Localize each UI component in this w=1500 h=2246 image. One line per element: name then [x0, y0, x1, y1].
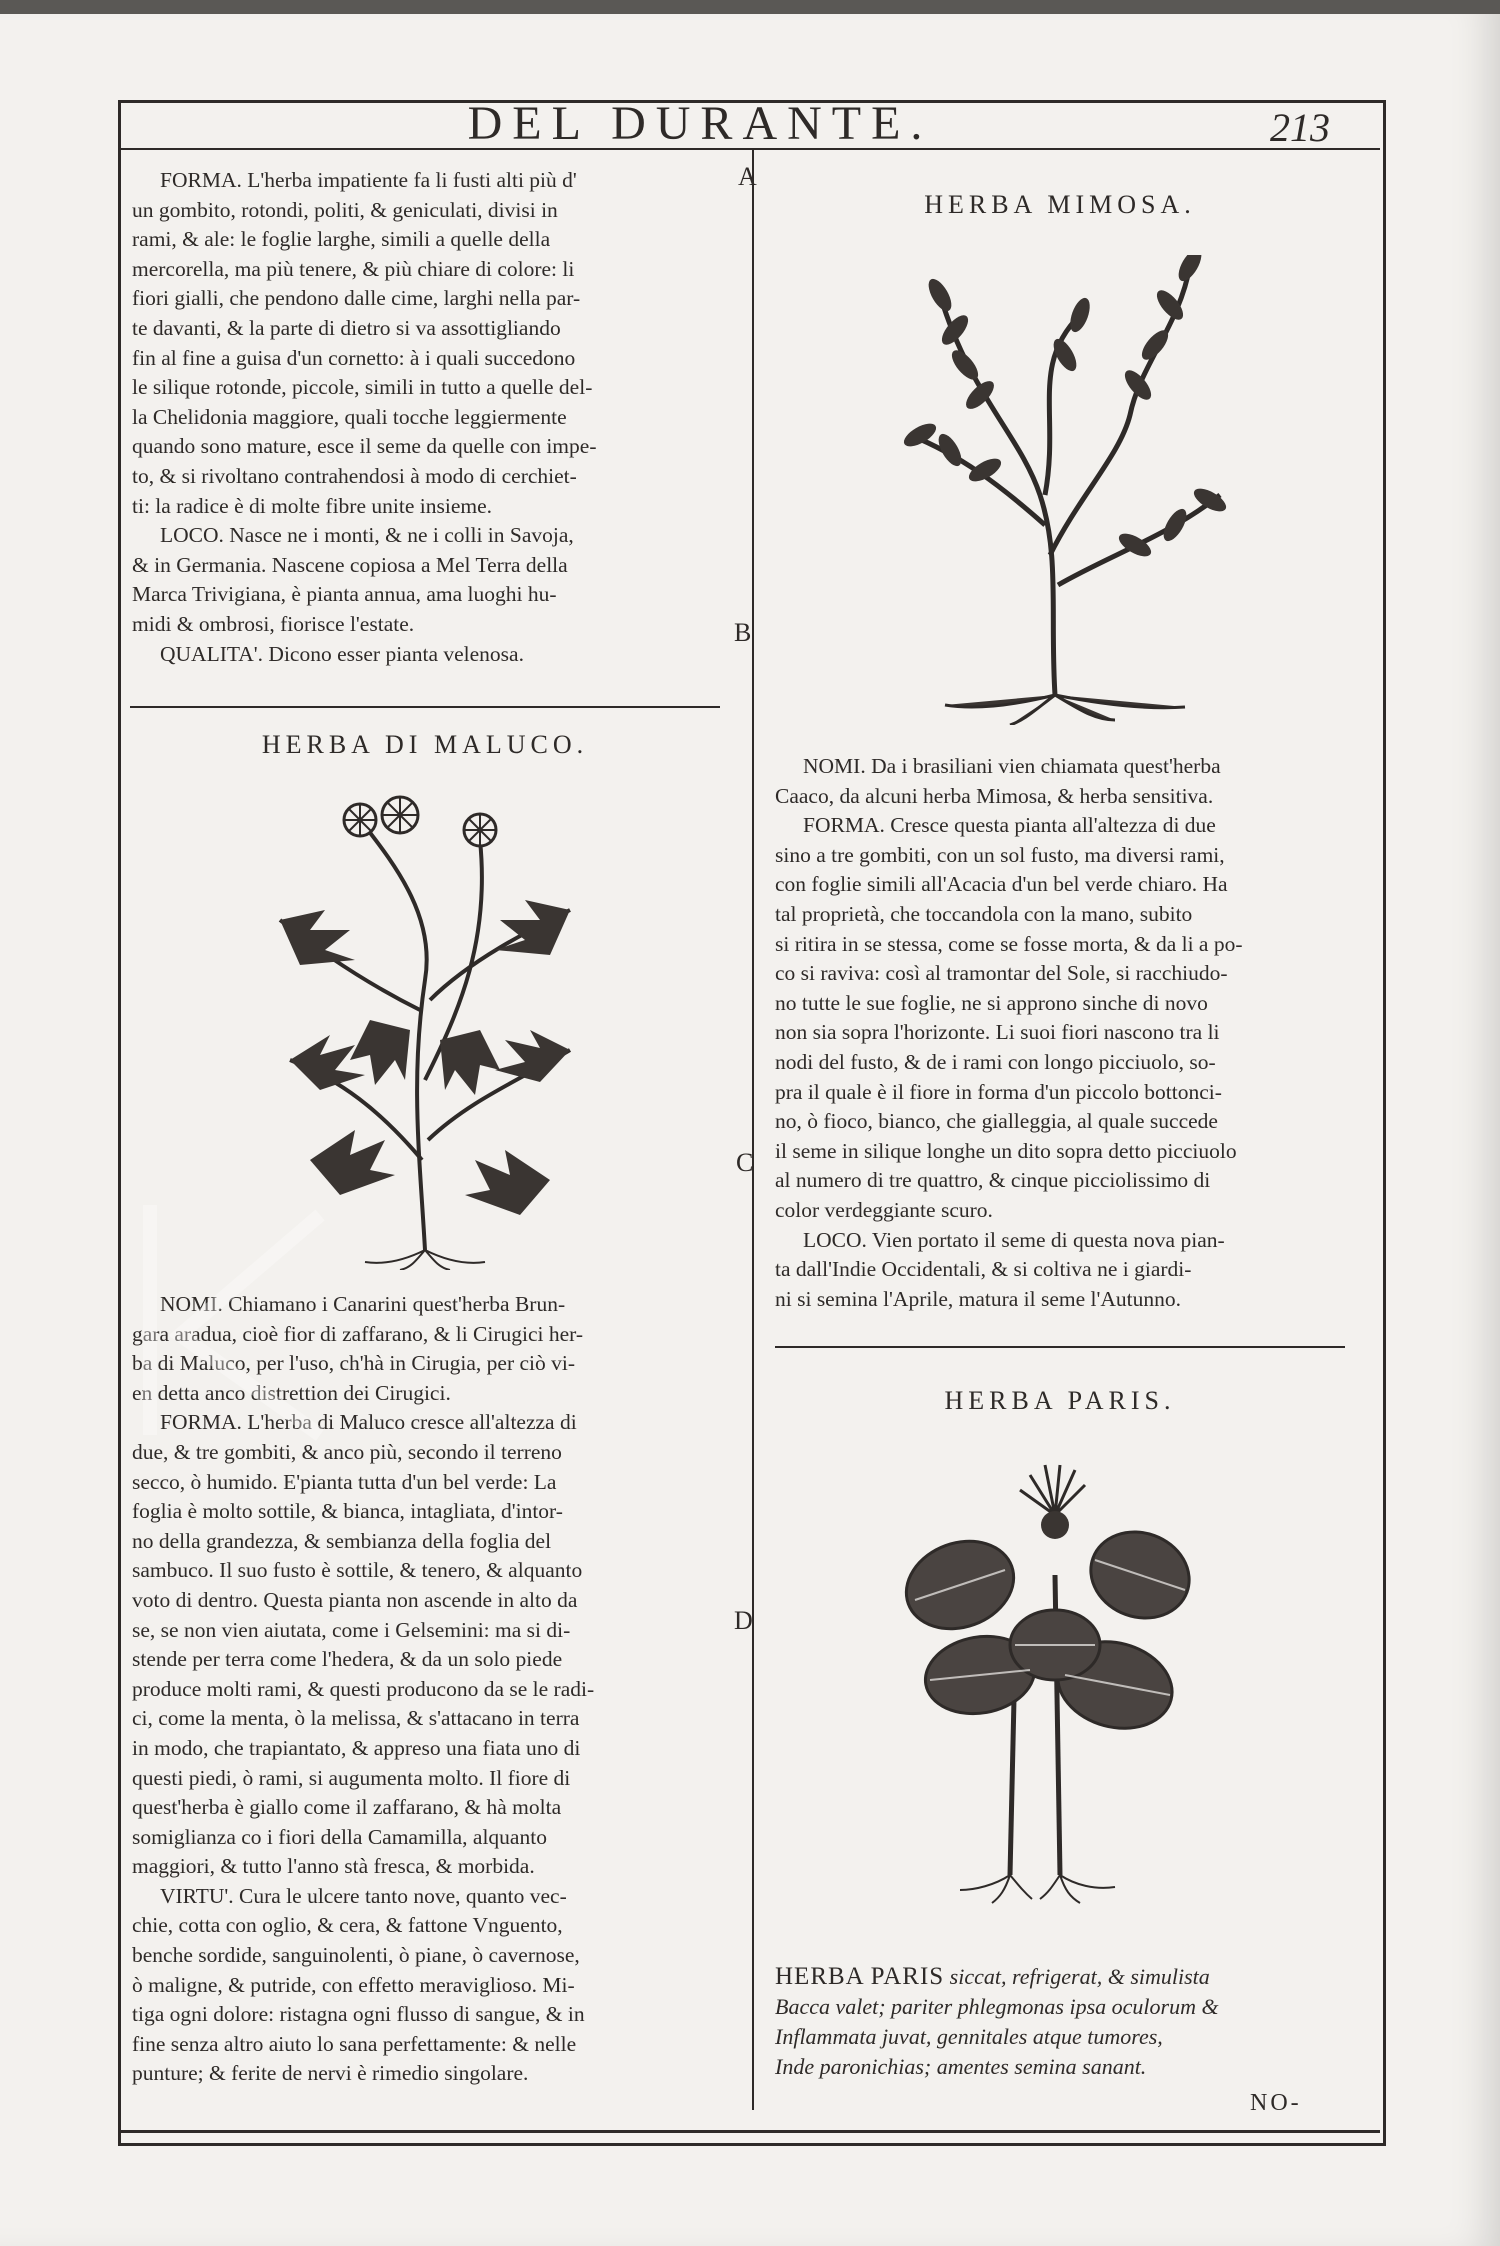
- running-head: DEL DURANTE.: [467, 97, 933, 150]
- margin-letter-a: A: [738, 162, 757, 191]
- text-line: due, & tre gombiti, & anco più, secondo il terreno: [132, 1439, 562, 1464]
- text-line: FORMA. L'herba di Maluco cresce all'altezza di: [160, 1410, 577, 1435]
- text-line: secco, ò humido. E'pianta tutta d'un bel verde: La: [132, 1469, 557, 1494]
- text-line: NOMI. Chiamano i Canarini quest'herba Brun-: [160, 1292, 566, 1316]
- text-line: no della grandezza, & sembianza della foglia del: [132, 1528, 552, 1553]
- text-line: mercorella, ma più tenere, & più chiare di colore: li: [132, 256, 575, 281]
- paris-title: HERBA PARIS.: [944, 1386, 1176, 1415]
- text-line: ti: la radice è di molte fibre unite insieme.: [132, 493, 492, 518]
- verse-line: Inflammata juvat, gennitales atque tumores,: [775, 2024, 1163, 2049]
- text-line: ò maligne, & putride, con effetto meraviglioso. Mi-: [132, 1972, 575, 1997]
- text-line: to, & si rivoltano contrahendosi à modo di cerchiet-: [132, 463, 577, 488]
- text-line: foglia è molto sottile, & bianca, intagliata, d'intor-: [132, 1499, 563, 1524]
- text-line: la Chelidonia maggiore, quali tocche leggiermente: [132, 404, 567, 429]
- mimosa-title: HERBA MIMOSA.: [924, 190, 1196, 219]
- text-line: fin al fine a guisa d'un cornetto: à i quali succedono: [132, 345, 576, 370]
- paris-plant-woodcut: [890, 1455, 1210, 1915]
- text-line: maggiori, & tutto l'anno stà fresca, & morbida.: [132, 1854, 535, 1879]
- text-line: no, ò fioco, bianco, che gialleggia, al quale succede: [775, 1109, 1218, 1134]
- text-line: stende per terra come l'hedera, & da un solo piede: [132, 1647, 563, 1672]
- text-line: & in Germania. Nascene copiosa a Mel Terra della: [132, 552, 568, 577]
- text-line: rami, & ale: le foglie larghe, simili a quelle della: [132, 227, 551, 252]
- text-line: FORMA. L'herba impatiente fa li fusti alti più d': [160, 168, 577, 192]
- watermark-logo: [120, 1195, 350, 1445]
- top-edge: [0, 0, 1500, 14]
- text-line: fine senza altro aiuto lo sana perfettamente: & nelle: [132, 2031, 577, 2056]
- text-line: si ritira in se stessa, come se fosse morta, & da li a po-: [775, 931, 1243, 956]
- text-line: con foglie simili all'Acacia d'un bel verde chiaro. Ha: [775, 872, 1228, 897]
- text-line: VIRTU'. Cura le ulcere tanto nove, quanto vec-: [160, 1883, 567, 1908]
- text-line: un gombito, rotondi, politi, & geniculati, divisi in: [132, 197, 558, 222]
- text-line: ci, come la menta, ò la melissa, & s'attacano in terra: [132, 1706, 580, 1731]
- text-line: se, se non vien aiutata, come i Gelsemini: ma si di-: [132, 1617, 571, 1642]
- margin-letter-c: C: [736, 1148, 754, 1177]
- impatiente-text: [132, 166, 722, 669]
- text-line: il seme in silique longhe un dito sopra detto picciuolo: [775, 1138, 1237, 1163]
- text-line: benche sordide, sanguinolenti, ò piane, ò cavernose,: [132, 1943, 580, 1968]
- text-line: al numero di tre quattro, & cinque picciolissimo di: [775, 1168, 1211, 1193]
- paris-verse: [775, 1962, 1355, 2082]
- text-line: non sia sopra l'horizonte. Li suoi fiori nascono tra li: [775, 1020, 1220, 1045]
- text-line: sambuco. Il suo fusto è sottile, & tenero, & alquanto: [132, 1558, 583, 1583]
- text-line: produce molti rami, & questi producono da se le radi-: [132, 1676, 595, 1701]
- mimosa-plant-woodcut: [880, 255, 1250, 725]
- text-line: pra il quale è il fiore in forma d'un piccolo bottonci-: [775, 1079, 1222, 1104]
- text-line: questi piedi, ò rami, si augumenta molto. Il fiore di: [132, 1765, 571, 1790]
- text-line: quest'herba è giallo come il zaffarano, & hà molta: [132, 1795, 562, 1820]
- margin-letter-b: B: [734, 618, 752, 647]
- text-line: punture; & ferite de nervi è rimedio singolare.: [132, 2061, 529, 2086]
- text-line: sino a tre gombiti, con un sol fusto, ma diversi rami,: [775, 842, 1225, 867]
- mimosa-text: [775, 752, 1345, 1314]
- text-line: nodi del fusto, & de i rami con longo picciuolo, so-: [775, 1049, 1216, 1074]
- maluco-title: HERBA DI MALUCO.: [261, 730, 589, 759]
- catchword: NO-: [1250, 2090, 1302, 2116]
- bottom-rule: [118, 2130, 1380, 2133]
- verse-text: siccat, refrigerat, & simulista: [944, 1964, 1210, 1989]
- page-number: 213: [1270, 105, 1330, 150]
- verse-line: Bacca valet; pariter phlegmonas ipsa oculorum &: [775, 1994, 1219, 2019]
- text-line: LOCO. Nasce ne i monti, & ne i colli in Savoja,: [160, 523, 574, 548]
- text-line: NOMI. Da i brasiliani vien chiamata quest'herba: [803, 754, 1221, 778]
- text-line: fiori gialli, che pendono dalle cime, larghi nella par-: [132, 286, 581, 311]
- text-line: somiglianza co i fiori della Camamilla, alquanto: [132, 1824, 547, 1849]
- text-line: ba di Maluco, per l'uso, ch'hà in Cirugia, per ciò vi-: [132, 1351, 576, 1376]
- verse-line: Inde paronichias; amentes semina sanant.: [775, 2054, 1147, 2079]
- text-line: QUALITA'. Dicono esser pianta velenosa.: [160, 641, 524, 666]
- verse-lead: HERBA PARIS: [775, 1963, 945, 1990]
- text-line: midi & ombrosi, fiorisce l'estate.: [132, 611, 415, 636]
- section-rule-right: [775, 1346, 1345, 1348]
- text-line: in modo, che trapiantato, & appreso una fiata uno di: [132, 1735, 581, 1760]
- text-line: le silique rotonde, piccole, simili in tutto a quelle del-: [132, 375, 593, 400]
- text-line: en detta anco distrettion dei Cirugici.: [132, 1380, 451, 1405]
- text-line: tal proprietà, che toccandola con la mano, subito: [775, 901, 1193, 926]
- text-line: color verdeggiante scuro.: [775, 1197, 993, 1222]
- margin-letter-d: D: [734, 1606, 753, 1635]
- text-line: no tutte le sue foglie, ne si approno sinche di novo: [775, 990, 1208, 1015]
- text-line: chie, cotta con oglio, & cera, & fattone Vnguento,: [132, 1913, 563, 1938]
- text-line: FORMA. Cresce questa pianta all'altezza di due: [803, 813, 1216, 838]
- text-line: tiga ogni dolore: ristagna ogni flusso di sangue, & in: [132, 2002, 585, 2027]
- column-divider: [752, 150, 754, 2110]
- text-line: gara aradua, cioè fior di zaffarano, & li Cirugici her-: [132, 1321, 584, 1346]
- section-rule-left: [130, 706, 720, 708]
- text-line: ni si semina l'Aprile, matura il seme l'Autunno.: [775, 1286, 1182, 1311]
- text-line: co si raviva: così al tramontar del Sole, si racchiudo-: [775, 961, 1228, 986]
- text-line: te davanti, & la parte di dietro si va assottigliando: [132, 315, 561, 340]
- text-line: LOCO. Vien portato il seme di questa nova pian-: [803, 1227, 1225, 1252]
- text-line: Marca Trivigiana, è pianta annua, ama luoghi hu-: [132, 582, 557, 607]
- text-line: Caaco, da alcuni herba Mimosa, & herba sensitiva.: [775, 783, 1214, 808]
- text-line: quando sono mature, esce il seme da quelle con impe-: [132, 434, 597, 459]
- text-line: voto di dentro. Questa pianta non ascende in alto da: [132, 1587, 578, 1612]
- verse-line-1: [775, 1962, 1355, 1992]
- text-line: ta dall'Indie Occidentali, & si coltiva ne i giardi-: [775, 1257, 1192, 1282]
